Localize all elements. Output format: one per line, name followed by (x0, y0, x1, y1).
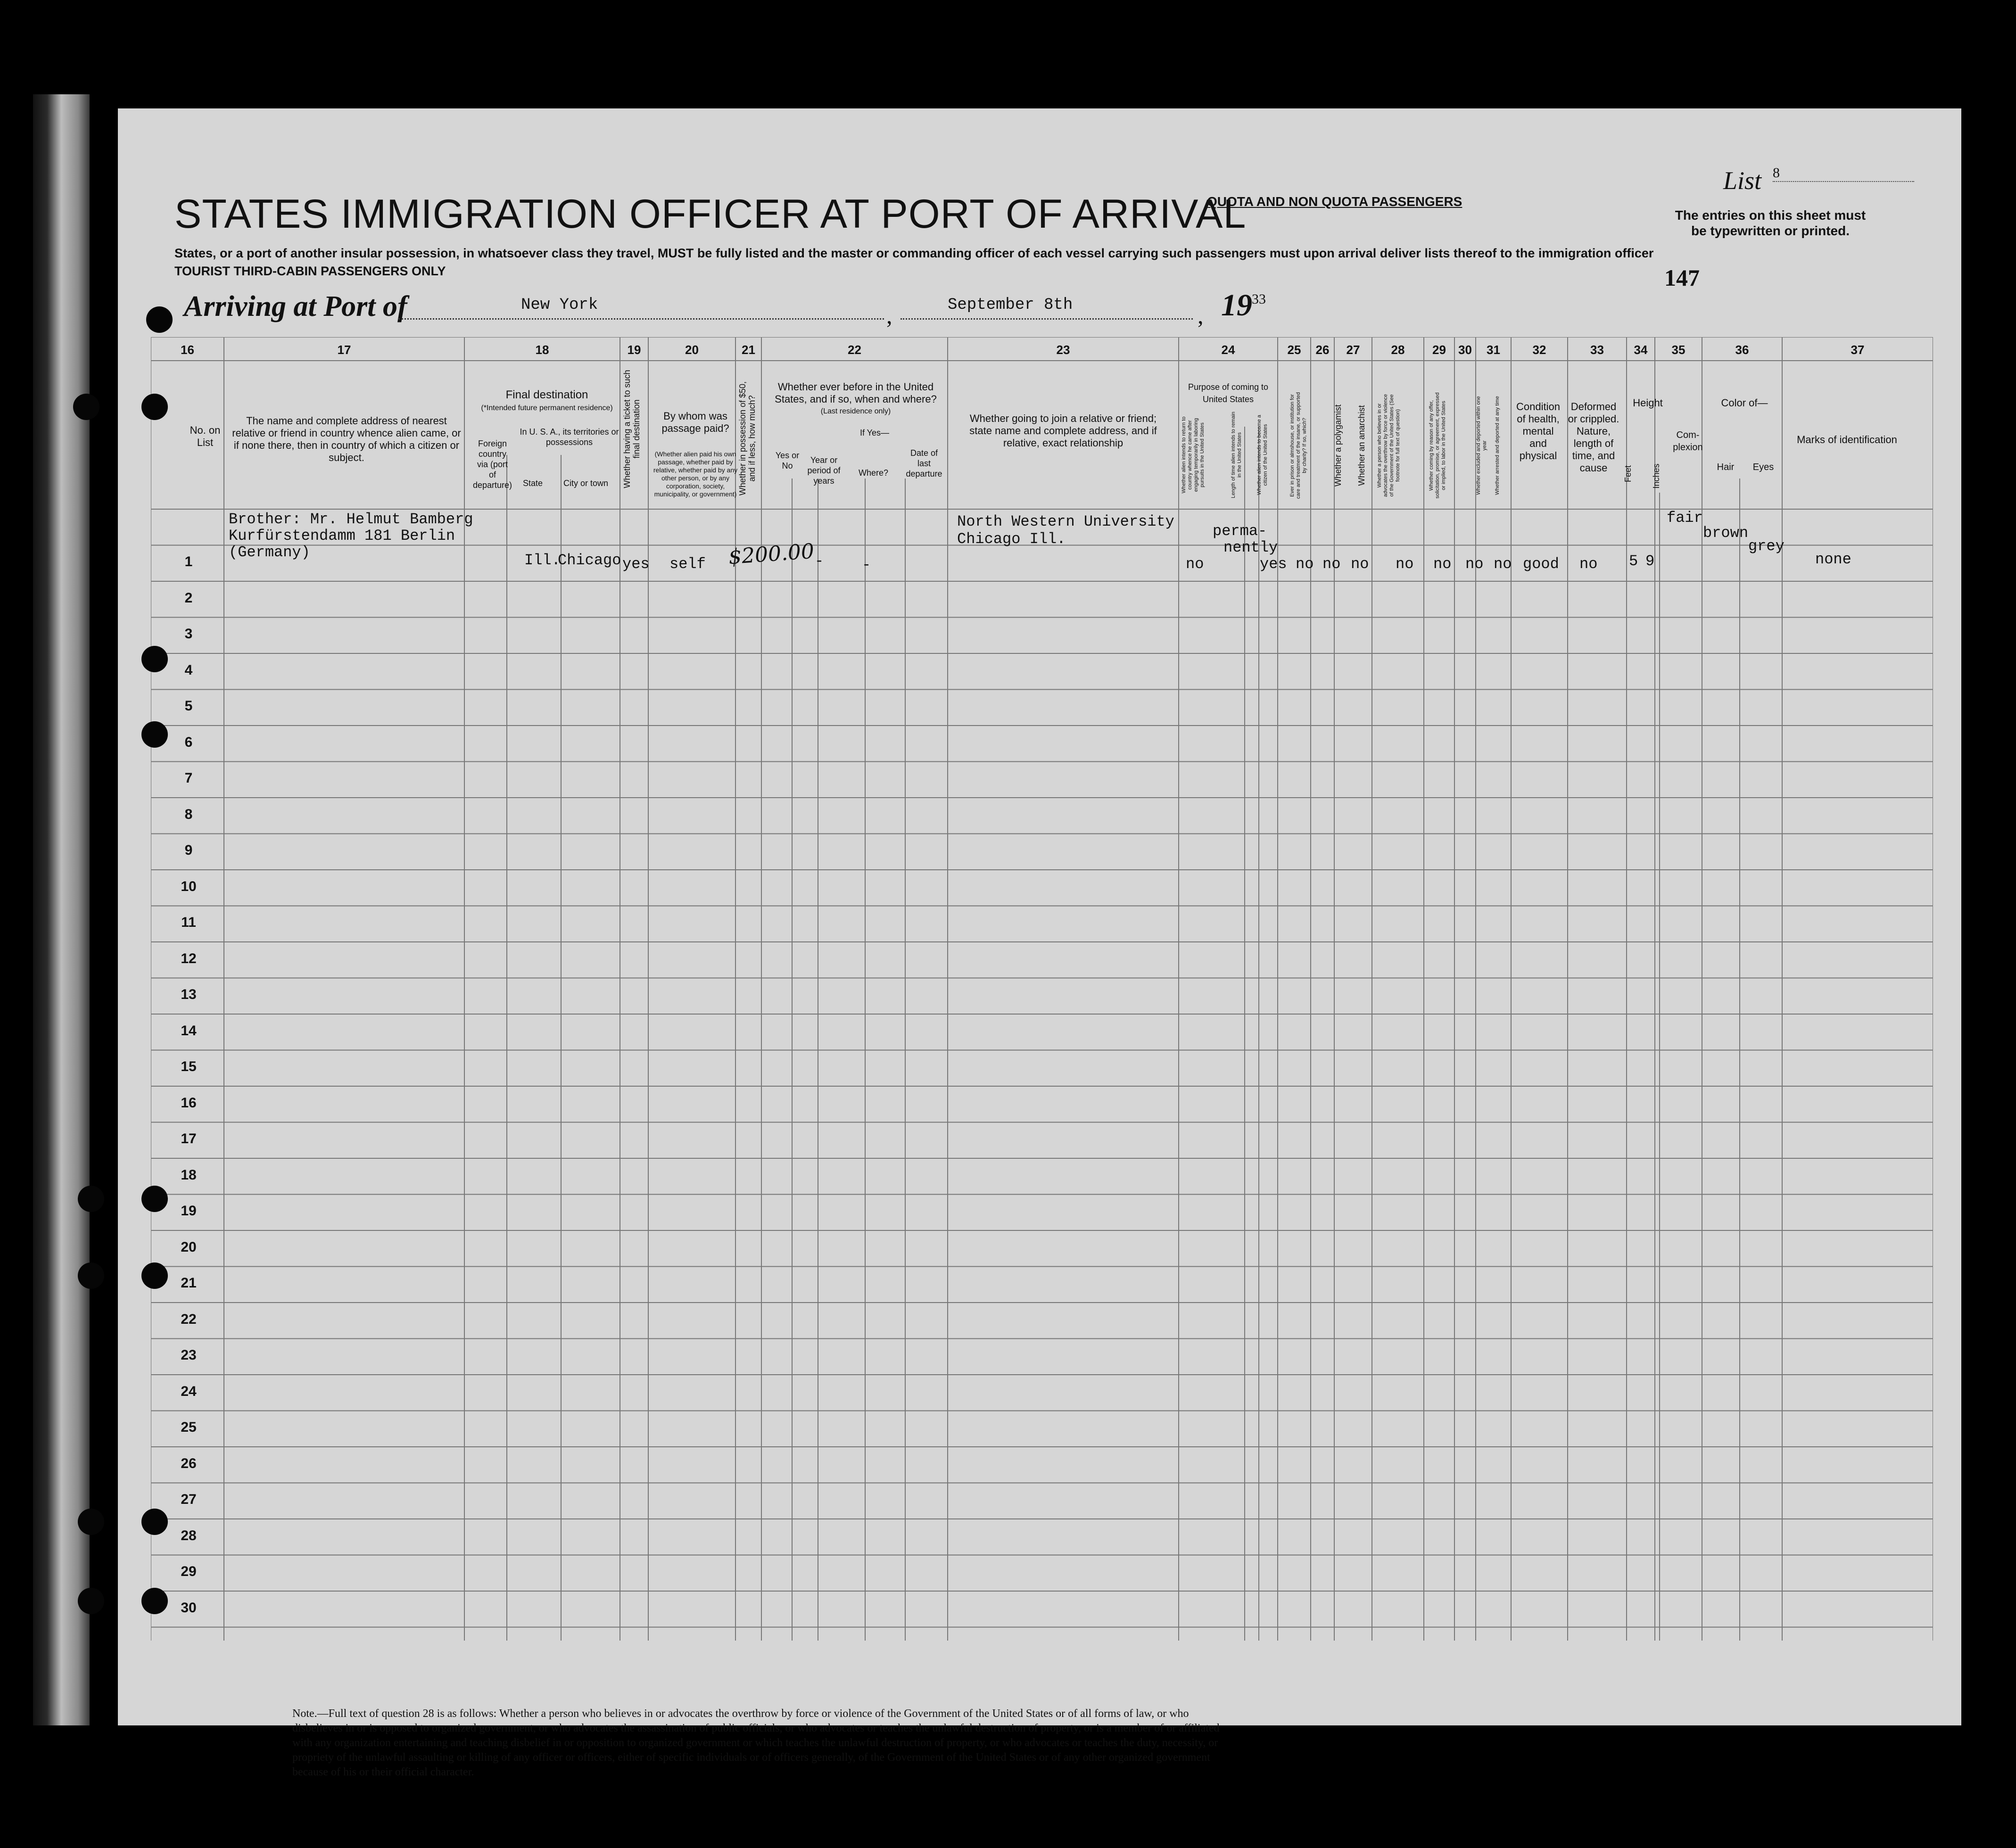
row-number: 15 (181, 1059, 197, 1074)
c26-value: no (1322, 555, 1341, 573)
header-c26: Whether a polygamist (1333, 404, 1343, 487)
punch-hole (78, 1509, 104, 1535)
header-c22-date: Date of last departure (906, 448, 942, 478)
row-number: 22 (181, 1311, 197, 1327)
sheet-number: 147 (1664, 264, 1700, 291)
inches-value: 9 (1645, 553, 1655, 570)
relative-line-1: Brother: Mr. Helmut Bamberg (229, 511, 473, 528)
page-binding (33, 94, 90, 1725)
column-number: 16 (181, 343, 194, 357)
header-c21: Whether in possession of $50, and if less, how much? (738, 381, 757, 496)
column-number: 22 (848, 343, 861, 357)
header-c18-note: (*Intended future permanent residence) (481, 404, 613, 412)
column-number: 23 (1056, 343, 1070, 357)
relative-line-2: Kurfürstendamm 181 Berlin (229, 527, 455, 544)
column-number: 33 (1590, 343, 1604, 357)
header-c29: Whether coming by reason of any offer, solicitation, promise, or agreement, expressed or implied, to labor in the United States (1429, 392, 1446, 499)
row-number: 9 (184, 842, 193, 858)
comma-1: , (886, 302, 892, 329)
footnote-question-28: Note.—Full text of question 28 is as follows: Whether a person who believes in or advocates the overthrow by force or violence of the Government of the United States or of all forms of law, or who disbelieves in or is opposed to organized government, or who advocates the assassination of public officials, or who advocates or teaches the unlawful destruction of property, or is a member of or affiliated with any organization entertaining and teaching disbelief in or opposition to organized government or which teaches the unlawful destruction of property, or who advocates or teaches the duty, necessity, or propriety of the unlawful assaulting or killing of any officer or officers, either of specific individuals or of officers generally, of the Government of the United States or of any other organized government because of his or their official character. (292, 1708, 1220, 1778)
row-number: 19 (181, 1203, 197, 1219)
header-c22-year: Year or period of years (807, 455, 841, 486)
deformed-value: no (1579, 555, 1598, 573)
punch-hole (146, 306, 173, 333)
column-number: 35 (1671, 343, 1686, 357)
marks-value: none (1815, 551, 1851, 568)
header-c16: No. on List (190, 424, 221, 448)
row-number: 27 (181, 1492, 197, 1507)
header-c18-city: City or town (563, 478, 609, 488)
column-number: 20 (685, 343, 699, 357)
header-c20-note: (Whether alien paid his own passage, whether paid by relative, whether paid by any other person, or by any corporation, society, municipality, or government) (653, 450, 738, 498)
row-number: 8 (184, 806, 193, 822)
port-value: New York (521, 296, 598, 314)
row-number: 10 (181, 878, 197, 894)
header-c32: Condition of health, mental and physical (1516, 401, 1560, 462)
column-number: 18 (535, 343, 549, 357)
row-number: 2 (184, 590, 193, 606)
c25-value: no (1296, 555, 1314, 573)
citizen-value: yes (1260, 555, 1287, 573)
before-year-value: - (862, 556, 871, 574)
column-number: 28 (1391, 343, 1405, 357)
row-number: 11 (181, 915, 196, 930)
row-number: 28 (181, 1527, 197, 1543)
c31-value: no (1494, 555, 1512, 573)
header-c36-eyes: Eyes (1752, 462, 1774, 472)
length-line-1: perma- (1213, 522, 1267, 540)
column-number: 26 (1315, 343, 1330, 357)
column-number: 19 (627, 343, 641, 357)
row-number: 14 (181, 1023, 197, 1039)
state-value: Ill. (524, 552, 561, 569)
header-c18-foreign: Foreign country via (port of departure) (472, 439, 512, 490)
row-number: 1 (184, 554, 193, 569)
header-c27: Whether an anarchist (1357, 405, 1366, 486)
subtitle-line-1: States, or a port of another insular possession, in whatsoever class they travel, MUST be fully listed and the master or commanding officer of each vessel carrying such passengers must upon arrival deliver lists thereof to the immigration officer (174, 246, 1654, 260)
header-c31: Whether arrested and deported at any time (1495, 396, 1500, 495)
relative-line-3: (Germany) (229, 544, 310, 561)
year-prefix: 19 (1221, 288, 1252, 322)
row-number: 21 (181, 1275, 197, 1291)
punch-hole (78, 1588, 104, 1614)
row-number: 18 (181, 1167, 197, 1183)
hair-value: brown (1703, 524, 1749, 542)
header-c23: Whether going to join a relative or friend; state name and complete address, and if relative, exact relationship (969, 412, 1157, 449)
row-number: 20 (181, 1239, 197, 1255)
list-number: 8 (1773, 165, 1914, 182)
header-c24-a: Whether alien intends to return to country whence he came after engaging temporarily in laboring pursuits in the United States (1181, 416, 1205, 494)
punch-hole (141, 1588, 168, 1614)
punch-hole (78, 1186, 104, 1212)
column-number: 36 (1735, 343, 1749, 357)
city-value: Chicago (558, 552, 621, 569)
header-c28: Whether a person who believes in or advocates the overthrow by force or violence of the Government of the United States (See footnote for full text of question) (1377, 394, 1401, 497)
column-number: 25 (1287, 343, 1301, 357)
punch-hole (141, 721, 168, 748)
row-number: 4 (184, 662, 193, 678)
list-label: List (1723, 166, 1762, 195)
header-c19: Whether having a ticket to such final destination (622, 370, 641, 488)
eyes-value: grey (1748, 537, 1785, 555)
c30-value: no (1465, 555, 1484, 573)
join-line-1: North Western University (957, 513, 1174, 530)
row-number: 5 (184, 698, 193, 714)
year-suffix: 33 (1252, 291, 1266, 307)
punch-hole (141, 646, 168, 672)
row-number: 30 (181, 1600, 197, 1616)
column-number: 17 (337, 343, 351, 357)
comma-2: , (1198, 302, 1204, 329)
health-value: good (1523, 555, 1559, 573)
header-c18-usa: In U. S. A., its territories or possessions (520, 427, 619, 447)
punch-hole (78, 1262, 104, 1289)
header-c36: Color of— (1721, 397, 1768, 409)
column-number: 37 (1851, 343, 1865, 357)
row-number: 25 (181, 1419, 197, 1435)
header-c22-yesno: Yes or No (775, 451, 800, 470)
subtitle-line-2: TOURIST THIRD-CABIN PASSENGERS ONLY (174, 264, 446, 278)
row-number: 13 (181, 987, 197, 1002)
column-number: 29 (1432, 343, 1446, 357)
page-title: STATES IMMIGRATION OFFICER AT PORT OF ARRIVAL (174, 191, 1247, 237)
complexion-value: fair (1667, 509, 1703, 527)
header-c34: Height (1633, 397, 1663, 409)
column-number: 21 (742, 343, 755, 357)
row-number: 12 (181, 950, 197, 966)
header-c22-note: (Last residence only) (820, 407, 891, 415)
row-number: 23 (181, 1347, 197, 1363)
header-c17: The name and complete address of nearest relative or friend in country whence alien came, or if none there, then in country of which a citizen or subject. (232, 415, 461, 463)
quota-label: QUOTA AND NON QUOTA PASSENGERS (1207, 194, 1462, 209)
row-number: 17 (181, 1131, 197, 1147)
ticket-value: yes (622, 555, 650, 573)
join-line-2: Chicago Ill. (957, 530, 1066, 548)
punch-hole (141, 1262, 168, 1289)
feet-value: 5 (1629, 553, 1638, 570)
before-yesno-value: - (815, 553, 824, 570)
header-c34-inches: Inches (1652, 463, 1661, 489)
row-number: 16 (181, 1095, 197, 1111)
row-number: 29 (181, 1564, 197, 1579)
column-number: 31 (1487, 343, 1500, 357)
header-c24-b: Length of time alien intends to remain in the United States (1231, 412, 1242, 498)
money-value: $200.00 (727, 539, 815, 569)
punch-hole (141, 1509, 168, 1535)
header-c37: Marks of identification (1797, 434, 1897, 446)
header-c24: Purpose of coming to United States (1188, 382, 1269, 404)
c27-value: no (1351, 555, 1369, 573)
header-c18-state: State (522, 478, 543, 488)
punch-hole (141, 394, 168, 420)
header-c20: By whom was passage paid? (661, 410, 729, 434)
header-c22: Whether ever before in the United States, and if so, when and where? (775, 381, 937, 405)
paid-by-value: self (669, 555, 706, 573)
row-number: 26 (181, 1455, 197, 1471)
header-c36-hair: Hair (1717, 462, 1735, 472)
row-number: 7 (184, 770, 193, 786)
column-number: 32 (1532, 343, 1546, 357)
arriving-label: Arriving at Port of (184, 290, 407, 322)
c28-value: no (1396, 555, 1414, 573)
typewritten-instruction: The entries on this sheet must be typewritten or printed. (1675, 208, 1866, 238)
header-c24-c: Whether alien intends to become a citizen of the United States (1256, 415, 1268, 495)
header-c22-where: Where? (858, 468, 889, 478)
header-c35: Com-plexion (1673, 430, 1703, 453)
row-number: 3 (184, 626, 193, 642)
header-c34-feet: Feet (1623, 465, 1633, 483)
column-number: 24 (1221, 343, 1235, 357)
header-c33: Deformed or crippled. Nature, length of time, and cause (1568, 401, 1619, 474)
punch-hole (141, 1186, 168, 1212)
punch-hole (73, 394, 99, 420)
header-c22-ifyes: If Yes— (859, 428, 890, 437)
c29-value: no (1433, 555, 1452, 573)
date-value: September 8th (948, 296, 1073, 314)
header-c30: Whether excluded and deported within one year (1476, 396, 1487, 495)
column-number: 27 (1346, 343, 1360, 357)
port-underline (398, 309, 884, 320)
length-line-2: nently (1223, 539, 1278, 556)
return-intent-value: no (1186, 555, 1204, 573)
column-number: 34 (1634, 343, 1648, 357)
column-number: 30 (1458, 343, 1472, 357)
header-c25: Ever in prison or almshouse, or institution for care and treatment of the insane, or supported by charity? If so, which? (1289, 392, 1307, 499)
header-c18: Final destination (505, 388, 588, 401)
row-number: 24 (181, 1383, 197, 1399)
row-number: 6 (184, 734, 193, 750)
